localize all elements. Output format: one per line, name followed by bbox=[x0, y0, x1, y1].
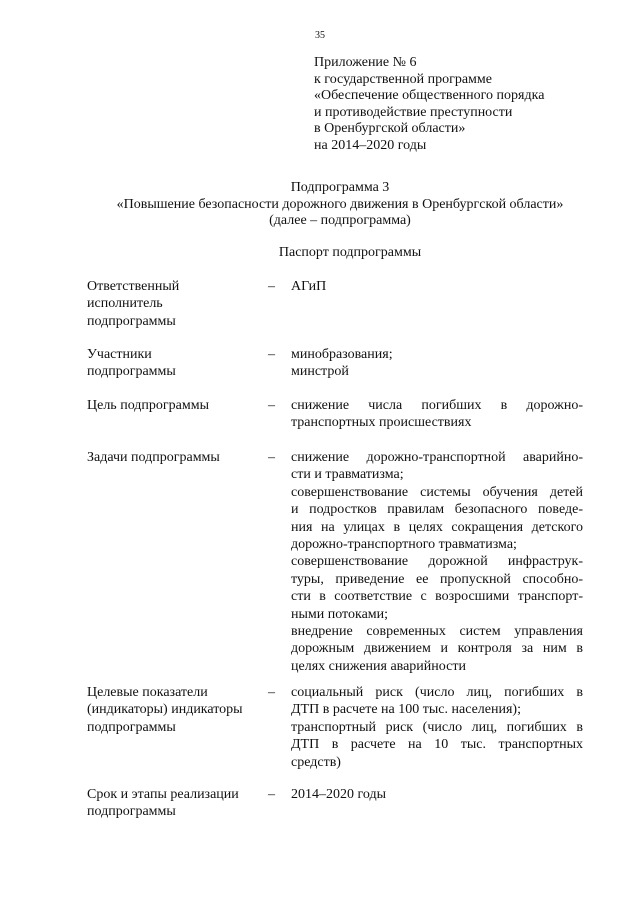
row-value-line: целях снижения аварийности bbox=[291, 658, 466, 674]
row-dash: – bbox=[268, 685, 275, 700]
row-value-line: сти в соответствие с возросшими транспорт- bbox=[291, 589, 583, 605]
subprogram-name: «Повышение безопасности дорожного движения в Оренбургской области» bbox=[116, 196, 564, 212]
row-value-line: социальный риск (число лиц, погибших в bbox=[291, 685, 583, 700]
row-label-line: (индикаторы) индикаторы bbox=[87, 702, 243, 718]
row-label-line: подпрограммы bbox=[87, 719, 176, 735]
row-value-line: ния на улицах в целях сокращения детского bbox=[291, 519, 583, 535]
row-value-line: АГиП bbox=[291, 279, 327, 294]
row-value-line: средств) bbox=[291, 754, 341, 770]
row-label-line: подпрограммы bbox=[87, 364, 176, 380]
row-value bbox=[291, 684, 583, 771]
row-label-line: подпрограммы bbox=[87, 313, 176, 329]
row-label-line: Срок и этапы реализации bbox=[87, 787, 239, 802]
row-label bbox=[87, 684, 262, 736]
appendix-header bbox=[314, 55, 544, 155]
row-value bbox=[291, 397, 583, 432]
subprogram-heading bbox=[0, 180, 640, 230]
row-value bbox=[291, 786, 583, 803]
row-value-line: дорожным движением и контроля за ним в bbox=[291, 641, 583, 657]
row-value-line: минобразования; bbox=[291, 347, 393, 362]
row-value-line: 2014–2020 годы bbox=[291, 787, 387, 802]
row-value bbox=[291, 278, 583, 295]
row-value-line: снижение дорожно-транспортной аварийно- bbox=[291, 450, 583, 465]
appendix-line: на 2014–2020 годы bbox=[314, 137, 427, 153]
row-value-line: дорожно-транспортного травматизма; bbox=[291, 537, 517, 553]
page-number: 35 bbox=[315, 30, 325, 41]
row-dash: – bbox=[268, 787, 275, 802]
row-dash: – bbox=[268, 347, 275, 362]
row-value-line: совершенствование системы обучения детей bbox=[291, 484, 583, 500]
row-value-line: транспортный риск (число лиц, погибших в bbox=[291, 719, 583, 735]
row-value-line: снижение числа погибших в дорожно- bbox=[291, 398, 583, 413]
row-value-line: ными потоками; bbox=[291, 606, 389, 622]
row-dash: – bbox=[268, 398, 275, 413]
row-label-line: Ответственный bbox=[87, 279, 180, 294]
subprogram-note: (далее – подпрограмма) bbox=[269, 213, 411, 228]
row-label bbox=[87, 346, 262, 381]
row-value-line: внедрение современных систем управления bbox=[291, 624, 583, 640]
row-value-line: сти и травматизма; bbox=[291, 467, 404, 483]
row-dash: – bbox=[268, 279, 275, 294]
row-label bbox=[87, 397, 262, 414]
row-value-line: и подростков правилам безопасного поведе- bbox=[291, 502, 583, 518]
row-value-line: туры, приведение ее пропускной способно- bbox=[291, 571, 583, 587]
appendix-line: и противодействие преступности bbox=[314, 104, 513, 120]
row-label-line: Участники bbox=[87, 347, 152, 362]
row-label bbox=[87, 449, 262, 466]
row-value-line: совершенствование дорожной инфраструк- bbox=[291, 554, 583, 570]
appendix-line: «Обеспечение общественного порядка bbox=[314, 88, 545, 104]
row-value bbox=[291, 346, 583, 381]
row-label-line: Цель подпрограммы bbox=[87, 398, 209, 413]
appendix-line: Приложение № 6 bbox=[314, 55, 417, 70]
row-label-line: Целевые показатели bbox=[87, 685, 208, 700]
appendix-line: в Оренбургской области» bbox=[314, 121, 466, 137]
row-label-line: Задачи подпрограммы bbox=[87, 450, 220, 465]
row-label bbox=[87, 278, 262, 330]
row-value bbox=[291, 449, 583, 675]
row-value-line: транспортных происшествиях bbox=[291, 415, 472, 431]
appendix-line: к государственной программе bbox=[314, 71, 492, 87]
subprogram-title: Подпрограмма 3 bbox=[290, 180, 390, 195]
row-label-line: исполнитель bbox=[87, 296, 163, 312]
row-label bbox=[87, 786, 262, 821]
row-value-line: ДТП в расчете на 10 тыс. транспортных bbox=[291, 737, 583, 753]
passport-title: Паспорт подпрограммы bbox=[278, 245, 422, 260]
row-value-line: минстрой bbox=[291, 364, 349, 380]
row-dash: – bbox=[268, 450, 275, 465]
row-value-line: ДТП в расчете на 100 тыс. населения); bbox=[291, 702, 521, 718]
row-label-line: подпрограммы bbox=[87, 804, 176, 820]
